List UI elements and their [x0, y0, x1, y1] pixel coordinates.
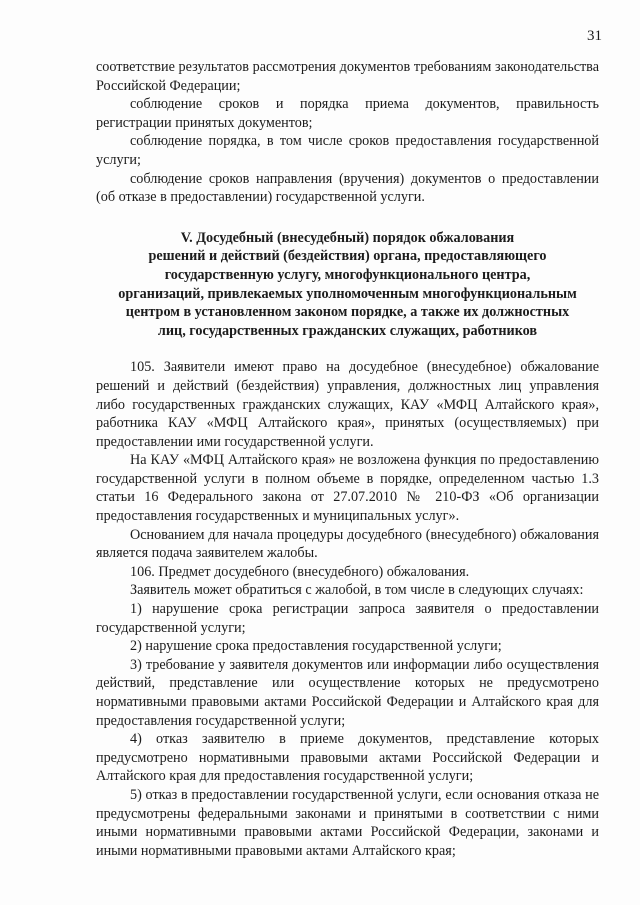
paragraph-mfc-function: На КАУ «МФЦ Алтайского края» не возложена функция по предоставлению государственной услуги в полном объеме в порядке, определенном частью 1.3 статьи 16 Федерального закона от 27.07.2010 № 210-ФЗ «Об организации предоставления государственных и муниципальных услуг».	[96, 452, 599, 525]
section-heading-line: V. Досудебный (внесудебный) порядок обжалования	[180, 229, 515, 246]
list-item-3: 3) требование у заявителя документов или информации либо осуществления действий, представление или осуществление которых не предусмотрено нормативными правовыми актами Российской Федерации и Алтайского края для предоставления государственной услуги;	[96, 656, 599, 729]
section-heading-line: центром в установленном законом порядке, а также их должностных	[125, 304, 570, 321]
section-heading-line: государственную услугу, многофункционального центра,	[164, 266, 531, 283]
paragraph-compliance-procedure: соблюдение порядка, в том числе сроков предоставления государственной услуги;	[96, 133, 599, 168]
list-item-5: 5) отказ в предоставлении государственной услуги, если основания отказа не предусмотрены федеральными законами и принятыми в соответствии с ними иными нормативными правовыми актами Российской Федерации, законами и иными нормативными правовыми актами Алтайского края;	[96, 786, 599, 859]
section-heading	[96, 229, 599, 341]
paragraph-compliance-delivery: соблюдение сроков направления (вручения) документов о предоставлении (об отказе в предоставлении) государственной услуги.	[96, 170, 599, 206]
paragraph-105: 105. Заявители имеют право на досудебное (внесудебное) обжалование решений и действий (бездействия) управления, должностных лиц управления либо государственных гражданских служащих, КАУ «МФЦ Алтайского края», работника КАУ «МФЦ Алтайского края», принятых (осуществляемых) при предоставлении ими государственной услуги.	[96, 359, 599, 450]
paragraph-compliance-legislation: соответствие результатов рассмотрения документов требованиям законодательства Российской Федерации;	[96, 59, 599, 94]
list-item-2: 2) нарушение срока предоставления государственной услуги;	[130, 638, 502, 655]
paragraph-cases-intro: Заявитель может обратиться с жалобой, в том числе в следующих случаях:	[130, 582, 584, 599]
paragraph-grounds: Основанием для начала процедуры досудебного (внесудебного) обжалования является подача заявителем жалобы.	[96, 526, 599, 562]
list-item-1: 1) нарушение срока регистрации запроса заявителя о предоставлении государственной услуги;	[96, 601, 599, 636]
list-item-4: 4) отказ заявителю в приеме документов, представление которых предусмотрено нормативными правовыми актами Российской Федерации и Алтайского края для предоставления государственной услуги;	[96, 731, 599, 785]
section-heading-line: решений и действий (бездействия) органа, предоставляющего	[148, 248, 547, 265]
paragraph-compliance-terms: соблюдение сроков и порядка приема документов, правильность регистрации принятых документов;	[96, 96, 599, 131]
paragraph-106: 106. Предмет досудебного (внесудебного) обжалования.	[130, 563, 470, 580]
section-heading-line: лиц, государственных гражданских служащих, работников	[157, 322, 538, 339]
document-body	[96, 58, 599, 860]
page-number: 31	[587, 28, 602, 44]
section-heading-line: организаций, привлекаемых уполномоченным многофункциональным	[118, 285, 577, 302]
